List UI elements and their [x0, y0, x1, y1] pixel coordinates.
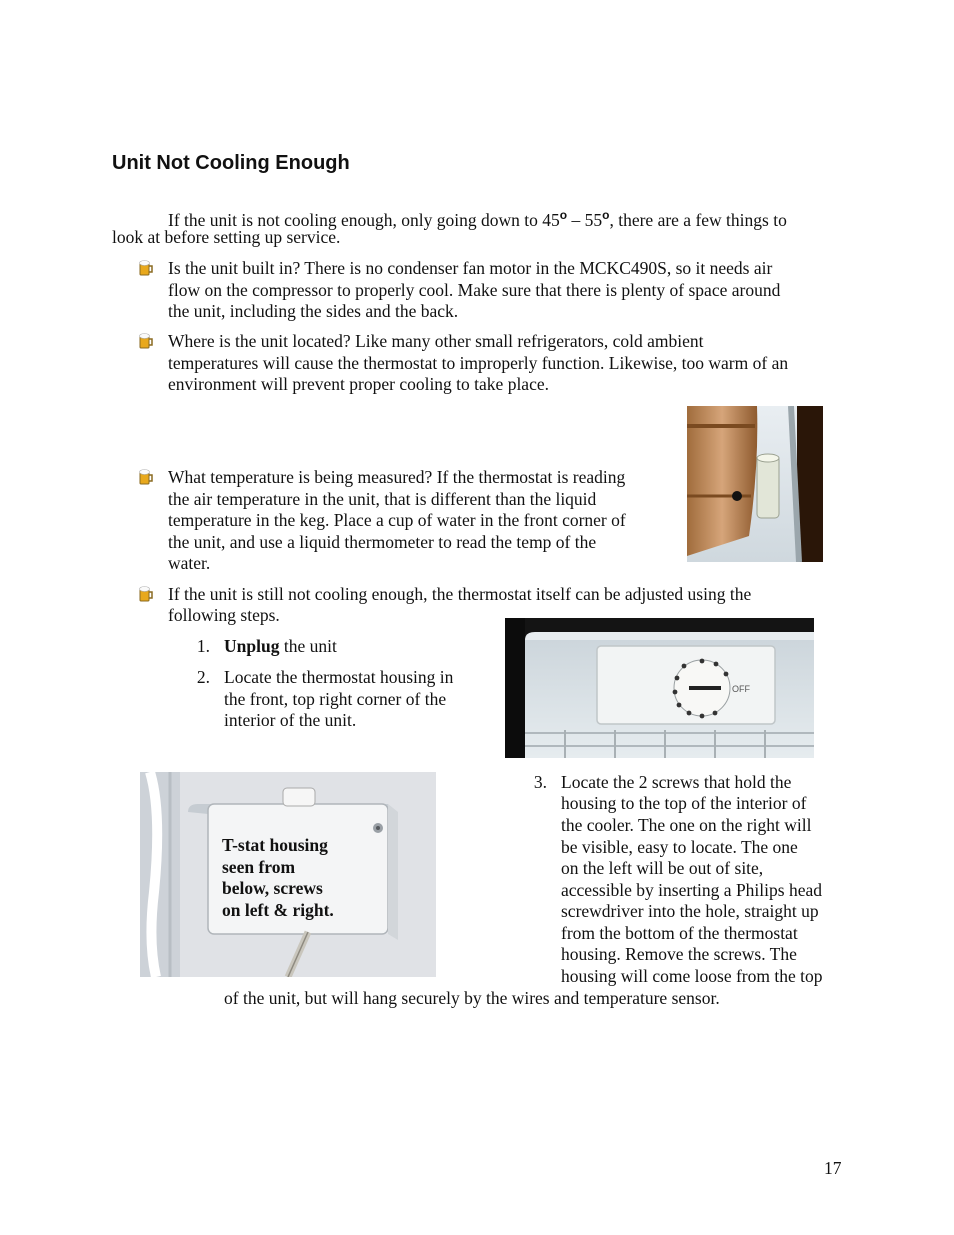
intro-text: , there are a few things to — [609, 209, 787, 230]
step-3-line-10: housing will come loose from the top — [561, 966, 823, 986]
step-2-number: 2. — [196, 667, 210, 687]
beer-mug-icon — [138, 585, 154, 603]
step-3-number: 3. — [533, 772, 547, 792]
degree-symbol: o — [602, 208, 610, 222]
bullet-1-line-3: the unit, including the sides and the back. — [168, 301, 459, 321]
bullet-4-line-1: If the unit is still not cooling enough, the thermostat itself can be adjusted using the — [168, 584, 752, 604]
page-number: 17 — [824, 1158, 842, 1178]
bullet-4-line-2: following steps. — [168, 605, 280, 625]
degree-symbol: o — [559, 208, 568, 222]
step-3-line-4: be visible, easy to locate. The one — [561, 837, 798, 857]
step-3-line-9: housing. Remove the screws. The — [561, 944, 797, 964]
bullet-3-line-2: the air temperature in the unit, that is different than the liquid — [168, 489, 597, 509]
bullet-2-line-1: Where is the unit located? Like many other small refrigerators, cold ambient — [168, 331, 704, 351]
intro-line-2: look at before setting up service. — [112, 227, 341, 247]
photo-caption-line-2: seen from — [222, 857, 296, 877]
bullet-2-line-3: environment will prevent proper cooling to take place. — [168, 374, 549, 394]
photo-caption-line-1: T-stat housing — [222, 835, 328, 855]
photo-caption-line-3: below, screws — [222, 878, 323, 898]
bullet-1-line-2: flow on the compressor to properly cool. Make sure that there is plenty of space around — [168, 280, 781, 300]
beer-mug-icon — [138, 332, 154, 350]
step-3-line-1: Locate the 2 screws that hold the — [561, 772, 792, 792]
dial-off-label: OFF — [732, 684, 750, 694]
step-3-line-3: the cooler. The one on the right will — [561, 815, 812, 835]
beer-mug-icon — [138, 259, 154, 277]
keg-cup-photo — [687, 406, 823, 562]
bullet-3-line-4: the unit, and use a liquid thermometer to read the temp of the — [168, 532, 597, 552]
step-2-line-2: the front, top right corner of the — [224, 689, 447, 709]
step-3-line-7: screwdriver into the hole, straight up — [561, 901, 819, 921]
bullet-3-line-3: temperature in the keg. Place a cup of water in the front corner of — [168, 510, 626, 530]
bullet-2-line-2: temperatures will cause the thermostat to improperly function. Likewise, too warm of an — [168, 353, 789, 373]
intro-text: If the unit is not cooling enough, only going down to 45 — [168, 209, 560, 230]
thermostat-dial-photo — [505, 618, 814, 758]
beer-mug-icon — [138, 468, 154, 486]
bullet-1-line-1: Is the unit built in? There is no condenser fan motor in the MCKC490S, so it needs air — [168, 258, 773, 278]
step-3-line-5: on the left will be out of site, — [561, 858, 764, 878]
photo-caption-line-4: on left & right. — [222, 900, 334, 920]
step-2-line-1: Locate the thermostat housing in — [224, 667, 454, 687]
section-heading: Unit Not Cooling Enough — [112, 152, 350, 174]
intro-text: – 55 — [567, 209, 603, 230]
step-2-line-3: interior of the unit. — [224, 710, 357, 730]
bullet-3-line-1: What temperature is being measured? If the thermostat is reading — [168, 467, 626, 487]
bullet-3-line-5: water. — [168, 553, 211, 573]
step-1-text — [224, 636, 337, 658]
step-1-rest: the unit — [279, 636, 337, 656]
step-3-line-8: from the bottom of the thermostat — [561, 923, 798, 943]
step-1-number: 1. — [196, 636, 210, 656]
step-3-line-6: accessible by inserting a Philips head — [561, 880, 822, 900]
step-1-bold: Unplug — [224, 636, 280, 656]
step-3-continuation: of the unit, but will hang securely by the wires and temperature sensor. — [224, 988, 720, 1008]
step-3-line-2: housing to the top of the interior of — [561, 793, 807, 813]
